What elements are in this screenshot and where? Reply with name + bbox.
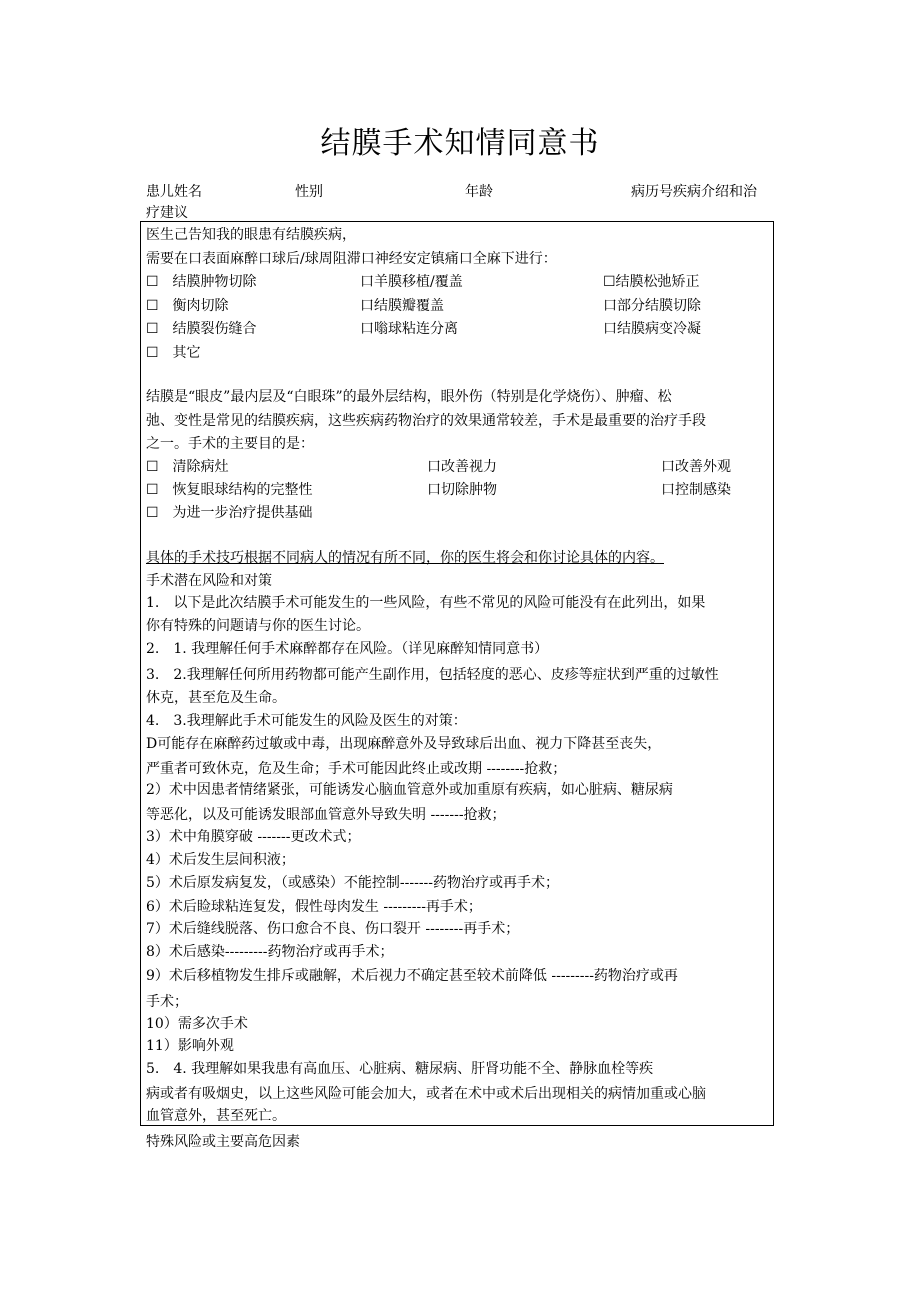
procedure-option[interactable]: ☐结膜松弛矫正 (603, 274, 700, 290)
technique-note: 具体的手术技巧根据不同病人的情况有所不同，你的医生将会和你讨论具体的内容。 (146, 550, 664, 566)
risk-line: 2）术中因患者情绪紧张，可能诱发心脑血管意外或加重原有疾病，如心脏病、糖尿病 (146, 782, 673, 798)
intro-line: 需要在口表面麻醉口球后/球周阻滞口神经安定镇痛口全麻下进行： (146, 251, 557, 267)
procedure-option[interactable]: 口嗡球粘连分离 (360, 321, 458, 337)
risk-line: 8）术后感染---------药物治疗或再手术； (146, 944, 394, 960)
risk-line: 5）术后原发病复发，（或感染）不能控制-------药物治疗或再手术； (146, 875, 560, 891)
age-label: 年龄 (465, 184, 493, 200)
goal-option[interactable]: 口改善视力 (427, 459, 497, 475)
description-line: 弛、变性是常见的结膜疾病，这些疾病药物治疗的效果通常较差，手术是最重要的治疗手段 (146, 413, 706, 429)
description-line: 之一。手术的主要目的是： (146, 436, 314, 452)
risk-heading: 手术潜在风险和对策 (146, 573, 272, 589)
procedure-option[interactable]: 口部分结膜切除 (603, 298, 701, 314)
risk-line: 5. 4. 我理解如果我患有高血压、心脏病、糖尿病、肝肾功能不全、静脉血栓等疾 (146, 1061, 654, 1077)
risk-line: 3. 2.我理解任何所用药物都可能产生副作用，包括轻度的恶心、皮疹等症状到严重的过敏性 (146, 667, 719, 683)
intro-line: 医生己告知我的眼患有结膜疾病， (146, 227, 356, 243)
risk-line: 血管意外，甚至死亡。 (146, 1108, 286, 1124)
procedure-option[interactable]: 口羊膜移植/覆盖 (360, 274, 463, 290)
goal-option[interactable]: ☐ 为进一步治疗提供基础 (146, 505, 313, 521)
procedure-option[interactable]: ☐ 结膜肿物切除 (146, 274, 257, 290)
goal-option[interactable]: 口切除肿物 (427, 482, 497, 498)
risk-line: 4）术后发生层间积液； (146, 852, 295, 868)
patient-info-row (146, 181, 776, 203)
risk-line: 4. 3.我理解此手术可能发生的风险及医生的对策： (146, 713, 467, 729)
goal-option[interactable]: 口改善外观 (661, 459, 731, 475)
record-number-label: 病历号疾病介绍和治 (631, 184, 757, 200)
goal-option[interactable]: ☐ 清除病灶 (146, 459, 229, 475)
procedure-option[interactable]: 口结膜瓣覆盖 (360, 298, 444, 314)
risk-line: 3）术中角膜穿破 -------更改术式； (146, 829, 361, 845)
procedure-option[interactable]: ☐ 结膜裂伤缝合 (146, 321, 257, 337)
risk-line: 休克，甚至危及生命。 (146, 690, 286, 706)
risk-line: 9）术后移植物发生排斥或融解，术后视力不确定甚至较术前降低 ---------药物治疗或再 (146, 968, 678, 984)
page-title: 结膜手术知情同意书 (320, 126, 600, 161)
risk-line: 10）需多次手术 (146, 1016, 248, 1032)
patient-name-label: 患儿姓名 (146, 184, 202, 200)
risk-line: 7）术后缝线脱落、伤口愈合不良、伤口裂开 --------再手术； (146, 921, 520, 937)
risk-line: 手术； (146, 994, 188, 1010)
risk-line: 11）影响外观 (146, 1038, 234, 1054)
goal-option[interactable]: ☐ 恢复眼球结构的完整性 (146, 482, 313, 498)
description-line: 结膜是“眼皮”最内层及“白眼珠”的最外层结构，眼外伤（特别是化学烧伤）、肿瘤、松 (146, 389, 672, 405)
risk-line: 1. 以下是此次结膜手术可能发生的一些风险，有些不常见的风险可能没有在此列出，如果 (146, 595, 706, 611)
risk-line: 2. 1. 我理解任何手术麻醉都存在风险。（详见麻醉知情同意书） (146, 641, 549, 657)
risk-line: 严重者可致休克，危及生命；手术可能因此终止或改期 --------抢救； (146, 761, 567, 777)
special-risk-label: 特殊风险或主要高危因素 (146, 1134, 300, 1150)
goal-option[interactable]: 口控制感染 (661, 482, 731, 498)
record-label-continuation: 疗建议 (146, 205, 188, 221)
procedure-option[interactable]: 口结膜病变冷凝 (603, 321, 701, 337)
sex-label: 性别 (295, 184, 323, 200)
risk-line: 你有特殊的问题请与你的医生讨论。 (146, 618, 370, 634)
risk-line: 等恶化，以及可能诱发眼部血管意外导致失明 -------抢救； (146, 807, 506, 823)
procedure-option[interactable]: ☐ 衡肉切除 (146, 298, 229, 314)
risk-line: 6）术后睑球粘连复发，假性母肉发生 ---------再手术； (146, 899, 482, 915)
risk-line: 病或者有吸烟史，以上这些风险可能会加大，或者在术中或术后出现相关的病情加重或心脑 (146, 1086, 706, 1102)
risk-line: D可能存在麻醉药过敏或中毒，出现麻醉意外及导致球后出血、视力下降甚至丧失， (146, 736, 662, 752)
procedure-option[interactable]: ☐ 其它 (146, 345, 201, 361)
